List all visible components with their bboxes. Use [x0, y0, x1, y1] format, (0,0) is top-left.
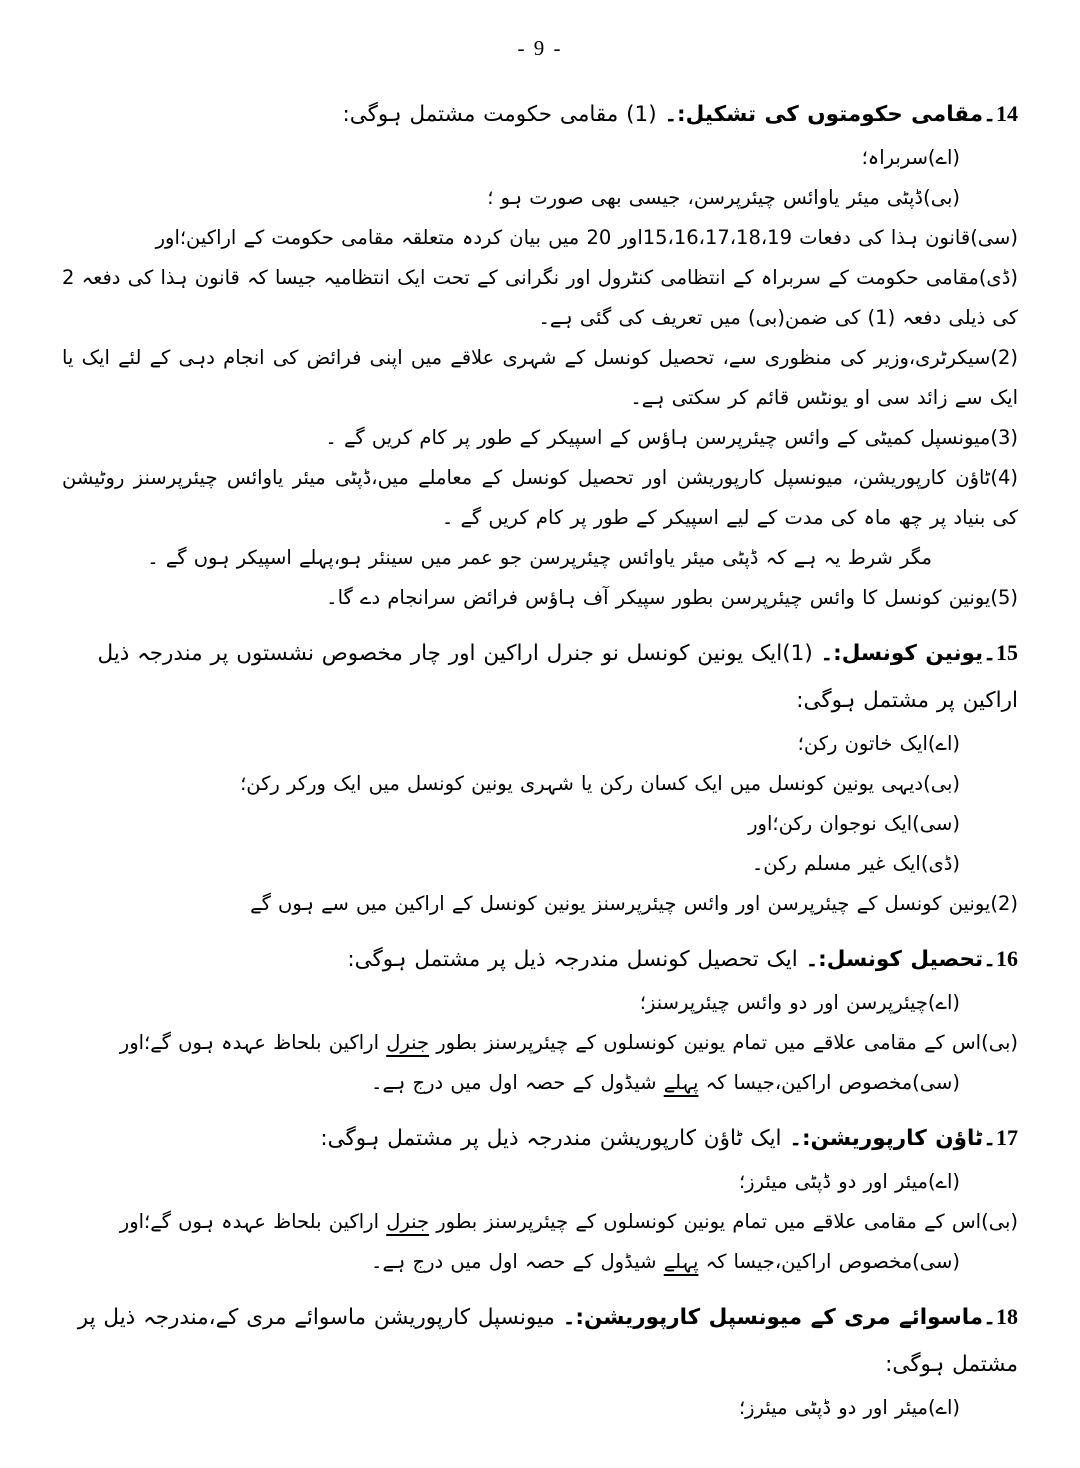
list-item [62, 1242, 1018, 1282]
section-text: (1) مقامی حکومت مشتمل ہوگی: [342, 102, 665, 127]
list-item: (بی)دیہی یونین کونسل میں ایک کسان رکن یا شہری یونین کونسل میں ایک ورکر رکن؛ [240, 772, 960, 795]
section-title: یونین کونسل:۔ [820, 641, 984, 666]
page-number: - 9 - [517, 36, 563, 60]
section-number: 16۔ [983, 946, 1018, 971]
section-heading [62, 1114, 1018, 1162]
text-run: اراکین بلحاظ عہدہ ہوں گے؛اور [119, 1031, 387, 1054]
list-item: (اے)سربراہ؛ [861, 146, 960, 169]
text-run: (بی)اس کے مقامی علاقے میں تمام یونین کونسلوں کے چیئرپرسنز بطور [429, 1031, 1018, 1054]
section-text: میونسپل کارپوریشن ماسوائے مری کے،مندرجہ ذیل پر مشتمل ہوگی: [77, 1305, 1018, 1377]
section-title: ماسوائے مری کے میونسپل کارپوریشن:۔ [562, 1305, 984, 1330]
section-text: ایک تحصیل کونسل مندرجہ ذیل پر مشتمل ہوگی: [347, 947, 806, 972]
list-item: (بی)ڈپٹی میئر یاوائس چیئرپرسن، جیسی بھی صورت ہو ؛ [487, 186, 960, 209]
document-body [0, 61, 1080, 1468]
list-item: (سی)ایک نوجوان رکن؛اور [748, 812, 960, 835]
text-run: (سی)مخصوص اراکین،جیسا کہ [698, 1071, 960, 1094]
text-run: اراکین بلحاظ عہدہ ہوں گے؛اور [119, 1210, 387, 1233]
text-run: شیڈول کے حصہ اول میں درج ہے۔ [371, 1071, 664, 1094]
list-item: (اے)میئر اور دو ڈپٹی میئرز؛ [738, 1396, 960, 1419]
section-heading [62, 935, 1018, 983]
section-heading [62, 629, 1018, 724]
paragraph [62, 1202, 1018, 1242]
section-number: 17۔ [983, 1125, 1018, 1150]
text-run: شیڈول کے حصہ اول میں درج ہے۔ [371, 1250, 664, 1273]
section-text: (1)ایک یونین کونسل نو جنرل اراکین اور چار مخصوص نشستوں پر مندرجہ ذیل اراکین پر مشتمل ہوگی: [97, 641, 1018, 713]
section-title: ٹاؤن کارپوریشن:۔ [789, 1126, 984, 1151]
underlined-word: پہلے [663, 1071, 699, 1094]
section-heading [62, 90, 1018, 138]
section-title: تحصیل کونسل:۔ [805, 947, 984, 972]
underlined-word: جنرل [386, 1031, 430, 1054]
paragraph: (سی)قانون ہذا کی دفعات 15،16،17،18،19اور 20 میں بیان کردہ متعلقہ مقامی حکومت کے اراکین؛اور [155, 226, 1018, 249]
section-text: ایک ٹاؤن کارپوریشن مندرجہ ذیل پر مشتمل ہوگی: [320, 1126, 790, 1151]
text-run: (بی)اس کے مقامی علاقے میں تمام یونین کونسلوں کے چیئرپرسنز بطور [429, 1210, 1018, 1233]
paragraph [62, 1023, 1018, 1063]
underlined-word: پہلے [663, 1250, 699, 1273]
list-item [62, 1063, 1018, 1103]
paragraph: (2)سیکرٹری،وزیر کی منظوری سے، تحصیل کونسل کے شہری علاقے میں اپنی فرائض کی انجام دہی کے لئے ایک یا ایک سے زائد سی او یونٹس قائم کر سکتی ہے۔ [62, 346, 1018, 409]
list-item: (اے)چیئرپرسن اور دو وائس چیئرپرسنز؛ [639, 991, 960, 1014]
section-number: 15۔ [983, 640, 1018, 665]
section-heading [62, 1293, 1018, 1388]
paragraph: (4)ٹاؤن کارپوریشن، میونسپل کارپوریشن اور تحصیل کونسل کے معاملے میں،ڈپٹی میئر یاوائس چیئرپرسنز روٹیشن کی بنیاد پر چھ ماہ کی مدت کے لیے اسپیکر کے طور پر کام کریں گے ۔ [62, 466, 1018, 529]
paragraph: (ڈی)مقامی حکومت کے سربراہ کے انتظامی کنٹرول اور نگرانی کے تحت ایک انتظامیہ جیسا کہ قانون ہذا کی دفعہ 2 کی ذیلی دفعہ (1) کی ضمن(بی) میں تعریف کی گئی ہے۔ [62, 266, 1018, 329]
proviso-line: مگر شرط یہ ہے کہ ڈپٹی میئر یاوائس چیئرپرسن جو عمر میں سینئر ہو،پہلے اسپیکر ہوں گے ۔ [147, 546, 932, 569]
text-run: (سی)مخصوص اراکین،جیسا کہ [698, 1250, 960, 1273]
list-item: (اے)میئر اور دو ڈپٹی میئرز؛ [738, 1170, 960, 1193]
list-item: (ڈی)ایک غیر مسلم رکن۔ [751, 852, 960, 875]
section-title: مقامی حکومتوں کی تشکیل:۔ [664, 102, 984, 127]
paragraph: (2)یونین کونسل کے چیئرپرسن اور وائس چیئرپرسنز یونین کونسل کے اراکین میں سے ہوں گے [250, 892, 1018, 915]
paragraph: (5)یونین کونسل کا وائس چیئرپرسن بطور سپیکر آف ہاؤس فرائض سرانجام دے گا۔ [326, 586, 1018, 609]
underlined-word: جنرل [386, 1210, 430, 1233]
list-item: (اے)ایک خاتون رکن؛ [797, 732, 960, 755]
paragraph: (3)میونسپل کمیٹی کے وائس چیئرپرسن ہاؤس کے اسپیکر کے طور پر کام کریں گے ۔ [325, 426, 1018, 449]
section-number: 14۔ [983, 101, 1018, 126]
section-number: 18۔ [983, 1304, 1018, 1329]
